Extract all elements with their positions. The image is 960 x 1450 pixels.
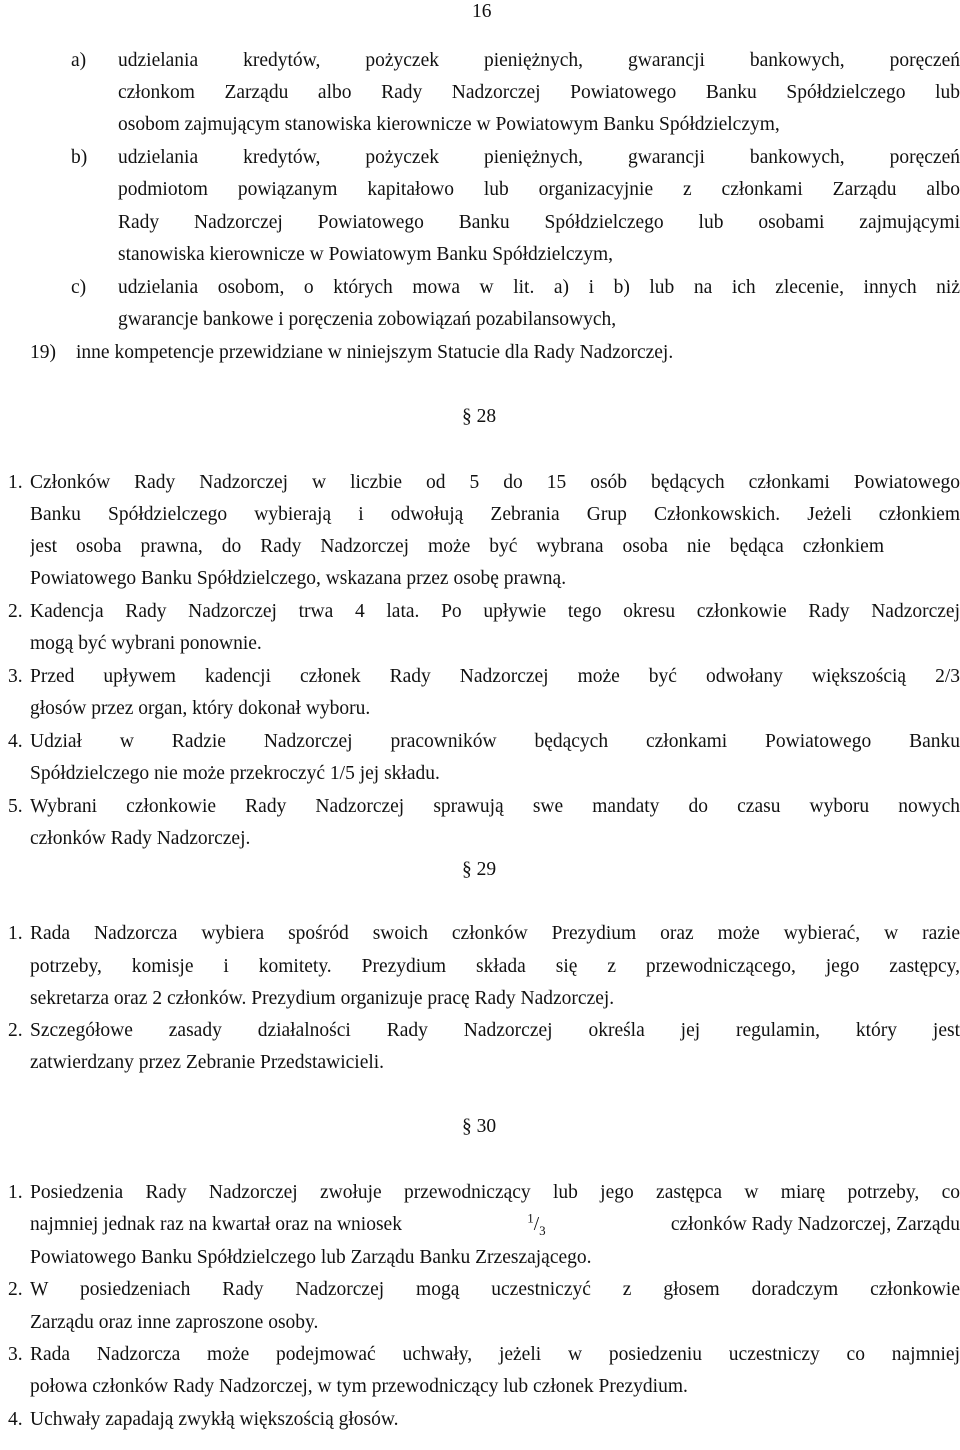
paragraph-line: Powiatowego Banku Spółdzielczego, wskazana przez osobę prawną. bbox=[30, 568, 567, 589]
paragraph-line: zatwierdzany przez Zebranie Przedstawicieli. bbox=[30, 1052, 385, 1073]
list-item-line: udzielania osobom, o których mowa w lit. a) i b) lub na ich zlecenie, innych niż bbox=[118, 277, 960, 298]
paragraph-number: 1. bbox=[8, 1182, 23, 1203]
paragraph-line: Rada Nadzorcza może podejmować uchwały, jeżeli w posiedzeniu uczestniczy co najmniej bbox=[30, 1344, 960, 1365]
paragraph-number: 2. bbox=[8, 601, 23, 622]
paragraph-line: głosów przez organ, który dokonał wyboru. bbox=[30, 698, 371, 719]
section-sign: § bbox=[462, 859, 472, 880]
paragraph-line: sekretarza oraz 2 członków. Prezydium organizuje pracę Rady Nadzorczej. bbox=[30, 988, 615, 1009]
paragraph-line: Uchwały zapadają zwykłą większością głosów. bbox=[30, 1409, 399, 1430]
paragraph-line: jest osoba prawna, do Rady Nadzorczej może być wybrana osoba nie będąca członkiem bbox=[30, 536, 884, 557]
list-item-line: gwarancje bankowe i poręczenia zobowiązań pozabilansowych, bbox=[118, 309, 617, 330]
fraction-line-after: członków Rady Nadzorczej, Zarządu bbox=[670, 1214, 960, 1235]
paragraph-number: 1. bbox=[8, 472, 23, 493]
list-item-line: Rady Nadzorczej Powiatowego Banku Spółdzielczego lub osobami zajmującymi bbox=[118, 212, 960, 233]
paragraph-line: Udział w Radzie Nadzorczej pracowników będących członkami Powiatowego Banku bbox=[30, 731, 960, 752]
paragraph-line: Posiedzenia Rady Nadzorczej zwołuje przewodniczący lub jego zastępca w miarę potrzeby, co bbox=[30, 1182, 960, 1203]
section-heading bbox=[462, 858, 496, 882]
paragraph-line: Kadencja Rady Nadzorczej trwa 4 lata. Po upływie tego okresu członkowie Rady Nadzorczej bbox=[30, 601, 960, 622]
page-number: 16 bbox=[472, 1, 492, 22]
paragraph-line: połowa członków Rady Nadzorczej, w tym przewodniczący lub członek Prezydium. bbox=[30, 1376, 688, 1397]
fraction-line-before: najmniej jednak raz na kwartał oraz na wniosek bbox=[30, 1214, 402, 1235]
section-number: 28 bbox=[476, 406, 497, 427]
section-heading bbox=[462, 1115, 496, 1139]
paragraph-number: 1. bbox=[8, 923, 23, 944]
paragraph-line: Przed upływem kadencji członek Rady Nadzorczej może być odwołany większością 2/3 bbox=[30, 666, 960, 687]
paragraph-number: 3. bbox=[8, 666, 23, 687]
section-number: 29 bbox=[476, 859, 497, 880]
paragraph-number: 3. bbox=[8, 1344, 23, 1365]
paragraph-line: Szczegółowe zasady działalności Rady Nadzorczej określa jej regulamin, który jest bbox=[30, 1020, 960, 1041]
paragraph-line: Wybrani członkowie Rady Nadzorczej sprawują swe mandaty do czasu wyboru nowych bbox=[30, 796, 960, 817]
list-item-label: c) bbox=[71, 277, 87, 298]
paragraph-line: Banku Spółdzielczego wybierają i odwołują Zebrania Grup Członkowskich. Jeżeli członkiem bbox=[30, 504, 960, 525]
list-item-line: udzielania kredytów, pożyczek pieniężnych, gwarancji bankowych, poręczeń bbox=[118, 50, 960, 71]
list-item-line: stanowiska kierownicze w Powiatowym Banku Spółdzielczym, bbox=[118, 244, 613, 265]
list-item-line: podmiotom powiązanym kapitałowo lub organizacyjnie z członkami Zarządu albo bbox=[118, 179, 960, 200]
list-item-line: inne kompetencje przewidziane w niniejszym Statucie dla Rady Nadzorczej. bbox=[76, 342, 674, 363]
paragraph-line: Powiatowego Banku Spółdzielczego lub Zarządu Banku Zrzeszającego. bbox=[30, 1247, 592, 1268]
fraction-slash: / bbox=[533, 1214, 540, 1235]
paragraph-number: 2. bbox=[8, 1020, 23, 1041]
section-sign: § bbox=[462, 1116, 472, 1137]
paragraph-number: 4. bbox=[8, 731, 23, 752]
paragraph-line-fraction bbox=[30, 1210, 960, 1238]
paragraph-line: potrzeby, komisje i komitety. Prezydium składa się z przewodniczącego, jego zastępcy, bbox=[30, 956, 960, 977]
paragraph-number: 2. bbox=[8, 1279, 23, 1300]
fraction-denominator: 3 bbox=[539, 1222, 546, 1238]
fraction-numerator: 1 bbox=[527, 1210, 534, 1226]
list-item-line: udzielania kredytów, pożyczek pieniężnych, gwarancji bankowych, poręczeń bbox=[118, 147, 960, 168]
section-number: 30 bbox=[476, 1116, 497, 1137]
paragraph-line: W posiedzeniach Rady Nadzorczej mogą uczestniczyć z głosem doradczym członkowie bbox=[30, 1279, 960, 1300]
list-item-line: osobom zajmującym stanowiska kierownicze w Powiatowym Banku Spółdzielczym, bbox=[118, 114, 780, 135]
list-item-label: b) bbox=[71, 147, 88, 168]
paragraph-line: Spółdzielczego nie może przekroczyć 1/5 jej składu. bbox=[30, 763, 440, 784]
paragraph-line: Zarządu oraz inne zaproszone osoby. bbox=[30, 1312, 319, 1333]
paragraph-number: 4. bbox=[8, 1409, 23, 1430]
section-heading bbox=[462, 405, 496, 429]
paragraph-line: członków Rady Nadzorczej. bbox=[30, 828, 251, 849]
fraction bbox=[527, 1210, 546, 1238]
section-sign: § bbox=[462, 406, 472, 427]
list-item-label: a) bbox=[71, 50, 87, 71]
list-item-line: członkom Zarządu albo Rady Nadzorczej Powiatowego Banku Spółdzielczego lub bbox=[118, 82, 960, 103]
paragraph-line: Rada Nadzorcza wybiera spośród swoich członków Prezydium oraz może wybierać, w razie bbox=[30, 923, 960, 944]
paragraph-number: 5. bbox=[8, 796, 23, 817]
paragraph-line: Członków Rady Nadzorczej w liczbie od 5 do 15 osób będących członkami Powiatowego bbox=[30, 472, 960, 493]
list-item-label: 19) bbox=[30, 342, 56, 363]
paragraph-line: mogą być wybrani ponownie. bbox=[30, 633, 262, 654]
